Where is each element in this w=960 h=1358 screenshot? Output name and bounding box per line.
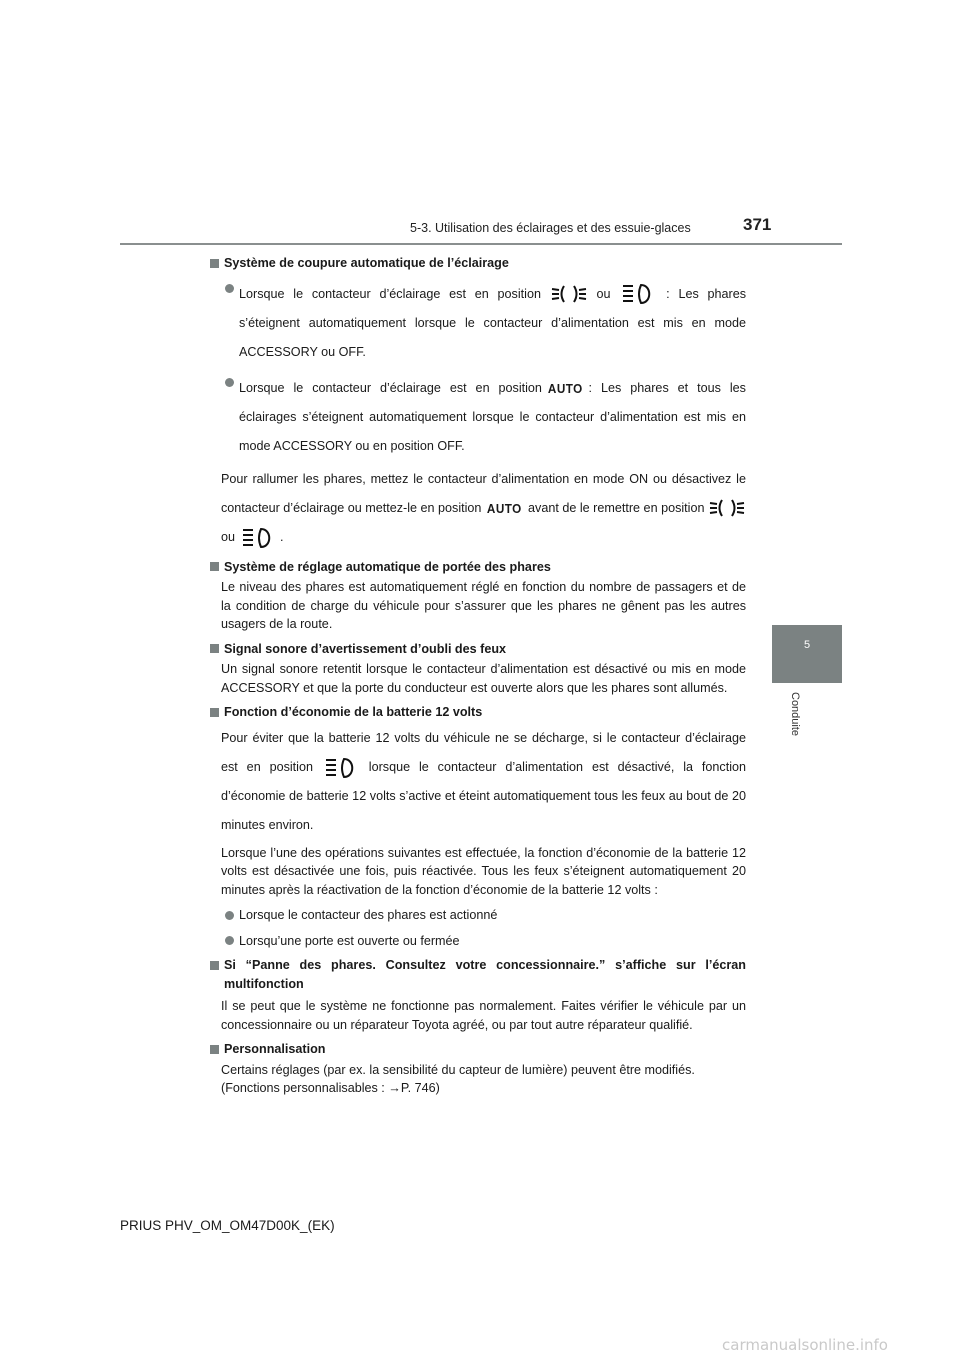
tail-lights-icon <box>708 497 746 519</box>
round-bullet-icon <box>225 911 234 920</box>
cross-reference-link[interactable]: (Fonctions personnalisables : →P. 746) <box>221 1081 440 1096</box>
tail-lights-icon <box>550 283 588 305</box>
watermark: carmanualsonline.info <box>722 1336 888 1354</box>
headlight-icon <box>322 756 360 780</box>
bullet-item: Lorsque le contacteur d’éclairage est en position AUTO : Les phares et tous les éclairages s’éteignent automatiquement lorsque le contacteur d’alimentation est mis en mode ACCESSORY ou en position OFF. <box>210 374 746 461</box>
square-bullet-icon <box>210 562 219 571</box>
heading-lights-reminder: Signal sonore d’avertissement d’oubli des feux <box>210 640 746 659</box>
square-bullet-icon <box>210 259 219 268</box>
paragraph: Il se peut que le système ne fonctionne pas normalement. Faites vérifier le véhicule par un concessionnaire ou un réparateur Toyota agréé, ou par tout autre réparateur qualifié. <box>221 999 746 1032</box>
paragraph: Pour rallumer les phares, mettez le contacteur d’alimentation en mode ON ou désactivez le contacteur d’éclairage ou mettez-le en position AUTO avant de le remettre en position ou . <box>210 465 746 552</box>
header-divider <box>120 243 842 245</box>
headlight-icon <box>239 526 277 550</box>
document-code: PRIUS PHV_OM_OM47D00K_(EK) <box>120 1218 335 1233</box>
heading-headlight-failure: Si “Panne des phares. Consultez votre concessionnaire.” s’affiche sur l’écran multifonction <box>210 956 746 993</box>
chapter-tab[interactable] <box>772 625 842 683</box>
heading-customization: Personnalisation <box>210 1040 746 1059</box>
chapter-label: Conduite <box>789 692 801 737</box>
square-bullet-icon <box>210 1045 219 1054</box>
heading-auto-leveling: Système de réglage automatique de portée des phares <box>210 558 746 577</box>
round-bullet-icon <box>225 936 234 945</box>
auto-position-icon: AUTO <box>547 380 583 396</box>
page-content <box>210 254 746 1098</box>
square-bullet-icon <box>210 644 219 653</box>
chapter-number: 5 <box>803 639 811 651</box>
heading-battery-saver: Fonction d’économie de la batterie 12 volts <box>210 703 746 722</box>
paragraph: Lorsque l’une des opérations suivantes est effectuée, la fonction d’économie de la batterie 12 volts est désactivée une fois, puis réactivée. Tous les feux s’éteignent automatiquement 20 minutes après la réactivation de la fonction d’économie de la batterie 12 volts : <box>221 845 746 897</box>
bullet-item: Lorsqu’une porte est ouverte ou fermée <box>210 932 746 951</box>
round-bullet-icon <box>225 284 234 293</box>
auto-position-icon: AUTO <box>487 500 523 516</box>
paragraph: Le niveau des phares est automatiquement réglé en fonction du nombre de passagers et de la condition de charge du véhicule pour s’assurer que les phares ne gênent pas les autres usagers de la route. <box>221 580 746 632</box>
round-bullet-icon <box>225 378 234 387</box>
section-title: 5-3. Utilisation des éclairages et des essuie-glaces <box>410 221 691 235</box>
page-number: 371 <box>743 215 772 234</box>
paragraph: Un signal sonore retentit lorsque le contacteur d’alimentation est désactivé ou mis en mode ACCESSORY et que la porte du conducteur est ouverte alors que les phares sont allumés. <box>221 662 746 695</box>
headlight-icon <box>619 282 657 306</box>
bullet-item: Lorsque le contacteur des phares est actionné <box>210 906 746 925</box>
bullet-item: Lorsque le contacteur d’éclairage est en position ou : Les phares s’éteignent automatiquement lorsque le contacteur d’alimentation est mis en mode ACCESSORY ou OFF. <box>210 280 746 367</box>
heading-auto-cutoff: Système de coupure automatique de l’éclairage <box>210 254 746 273</box>
square-bullet-icon <box>210 708 219 717</box>
paragraph: Pour éviter que la batterie 12 volts du véhicule ne se décharge, si le contacteur d’éclairage est en position lorsque le contacteur d’alimentation est désactivé, la fonction d’économie de batterie 12 volts s’active et éteint automatiquement tous les feux au bout de 20 minutes environ. <box>221 730 747 832</box>
paragraph: Certains réglages (par ex. la sensibilité du capteur de lumière) peuvent être modifiés. <box>221 1062 695 1077</box>
square-bullet-icon <box>210 961 219 970</box>
